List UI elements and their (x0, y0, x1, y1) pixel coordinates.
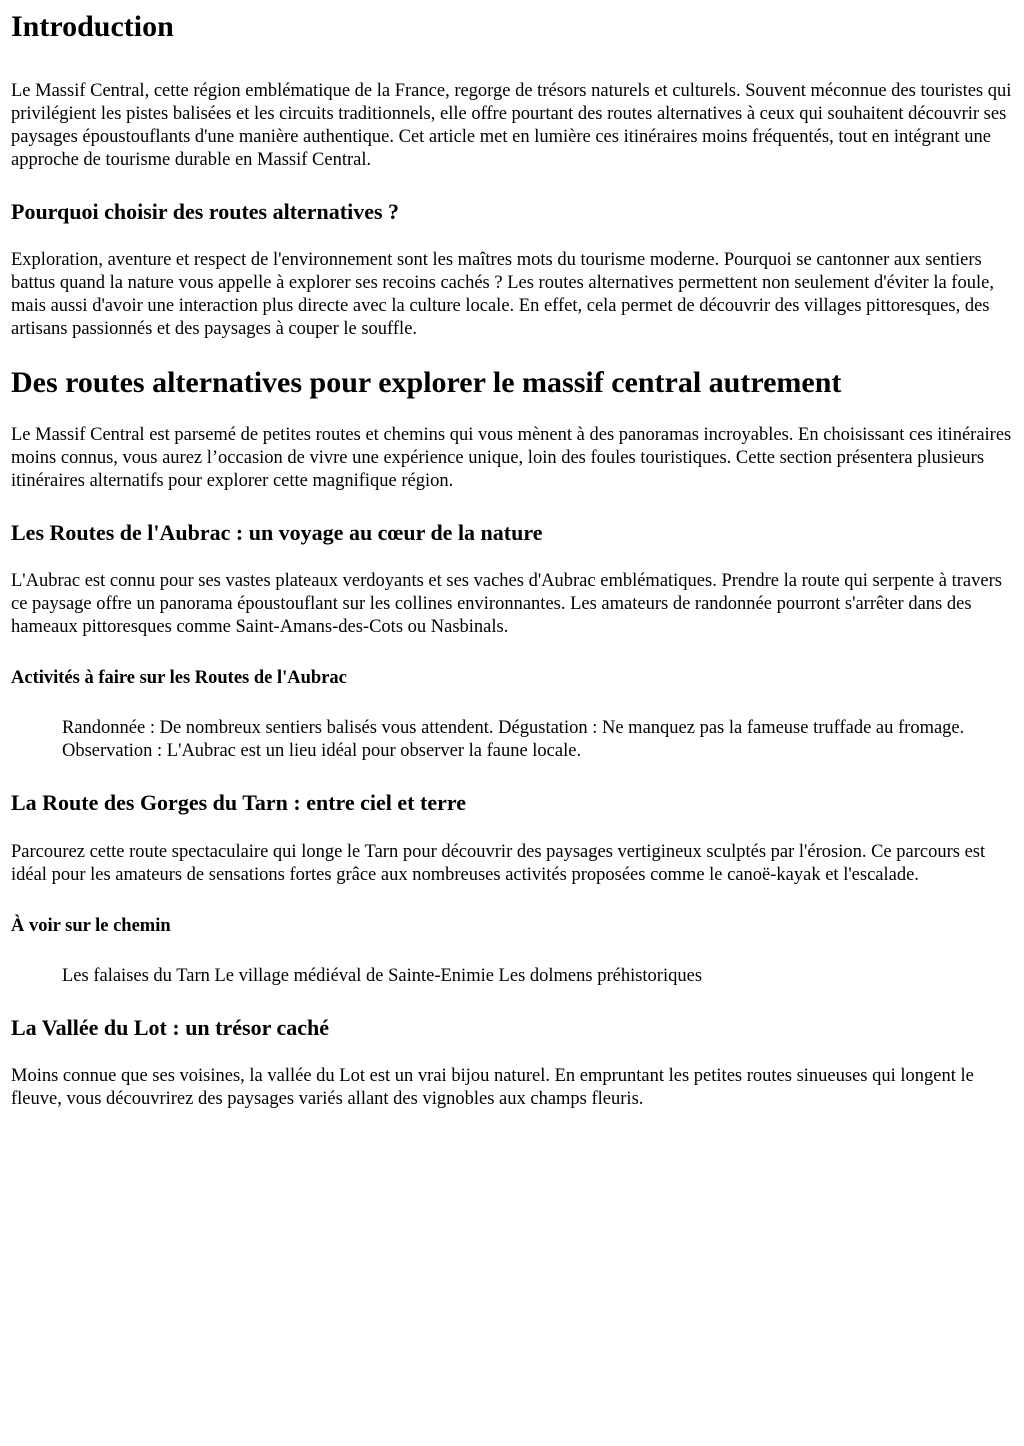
intro-heading: Introduction (11, 10, 174, 43)
aubrac-activities-heading: Activités à faire sur les Routes de l'Aubrac (11, 668, 347, 688)
routes-heading: Des routes alternatives pour explorer le massif central autrement (11, 366, 842, 399)
tarn-sights-heading: À voir sur le chemin (11, 916, 171, 936)
intro-paragraph: Le Massif Central, cette région emblématique de la France, regorge de trésors naturels et culturels. Souvent méconnue des touristes qui privilégient les pistes balisées et les circuits traditionnels, elle offre pourtant des routes alternatives à ceux qui souhaitent découvrir ses paysages époustouflants d'une manière authentique. Cet article met en lumière ces itinéraires moins fréquentés, tout en intégrant une approche de tourisme durable en Massif Central. (11, 81, 1012, 170)
tarn-sights-quote: Les falaises du Tarn Le village médiéval de Sainte-Enimie Les dolmens préhistoriques (62, 966, 703, 986)
tarn-heading: La Route des Gorges du Tarn : entre ciel et terre (11, 790, 466, 815)
lot-paragraph: Moins connue que ses voisines, la vallée du Lot est un vrai bijou naturel. En empruntant les petites routes sinueuses qui longent le fleuve, vous découvrirez des paysages variés allant des vignobles aux champs fleuris. (11, 1066, 974, 1109)
aubrac-paragraph: L'Aubrac est connu pour ses vastes plateaux verdoyants et ses vaches d'Aubrac emblématiques. Prendre la route qui serpente à travers ce paysage offre un panorama époustouflant sur les collines environnantes. Les amateurs de randonnée pourront s'arrêter dans des hameaux pittoresques comme Saint-Amans-des-Cots ou Nasbinals. (11, 571, 1002, 637)
lot-heading: La Vallée du Lot : un trésor caché (11, 1015, 329, 1040)
why-paragraph: Exploration, aventure et respect de l'environnement sont les maîtres mots du tourisme moderne. Pourquoi se cantonner aux sentiers battus quand la nature vous appelle à explorer ses recoins cachés ? Les routes alternatives permettent non seulement d'éviter la foule, mais aussi d'avoir une interaction plus directe avec la culture locale. En effet, cela permet de découvrir des villages pittoresques, des artisans passionnés et des paysages à couper le souffle. (11, 250, 994, 339)
aubrac-heading: Les Routes de l'Aubrac : un voyage au cœur de la nature (11, 520, 543, 545)
why-heading: Pourquoi choisir des routes alternatives ? (11, 199, 400, 224)
routes-paragraph: Le Massif Central est parsemé de petites routes et chemins qui vous mènent à des panoramas incroyables. En choisissant ces itinéraires moins connus, vous aurez l’occasion de vivre une expérience unique, loin des foules touristiques. Cette section présentera plusieurs itinéraires alternatifs pour explorer cette magnifique région. (11, 425, 1012, 491)
aubrac-activities-quote: Randonnée : De nombreux sentiers balisés vous attendent. Dégustation : Ne manquez pas la fameuse truffade au fromage. Observation : L'Aubrac est un lieu idéal pour observer la faune locale. (62, 718, 965, 761)
tarn-paragraph: Parcourez cette route spectaculaire qui longe le Tarn pour découvrir des paysages vertigineux sculptés par l'érosion. Ce parcours est idéal pour les amateurs de sensations fortes grâce aux nombreuses activités proposées comme le canoë-kayak et l'escalade. (11, 842, 986, 885)
